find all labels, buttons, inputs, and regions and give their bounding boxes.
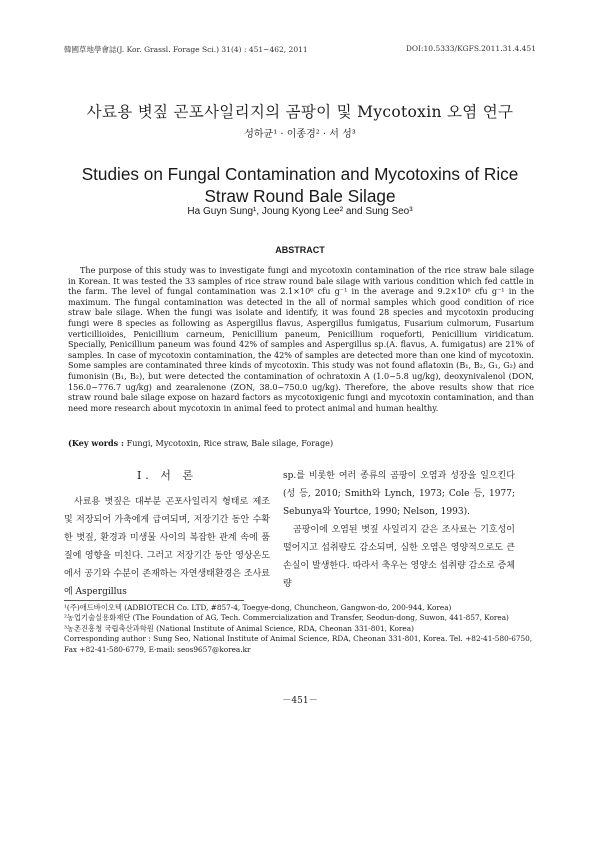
footnote-affiliation-2: ²농업기술실용화재단 (The Foundation of AG, Tech. Commercialization and Transfer, Seodun-dong, Suwon, 441-857, Korea) [64,613,509,623]
footnote-affiliation-1: ¹(주)애드바이오텍 (ADBIOTECH Co. LTD, #857-4, Toegye-dong, Chuncheon, Gangwon-do, 200-944, Korea) [64,603,452,612]
english-authors: Ha Guyn Sung¹, Joung Kyong Lee² and Sung Seo³ [187,206,413,217]
footnote-divider [64,600,244,601]
footnote-corresponding-author: Corresponding author : Sung Seo, National Institute of Animal Science, RDA, Cheonan 331-801, Korea. Tel. +82-41-580-6750, Fax +82-41-580-6779, E-mail: seos9657@korea.kr [64,634,533,654]
footnotes [64,603,534,655]
korean-title: 사료용 볏짚 곤포사일리지의 곰팡이 및 Mycotoxin 오염 연구 [86,103,514,121]
abstract-heading: ABSTRACT [275,245,325,255]
intro-paragraph-left: 사료용 볏짚은 대부분 곤포사일리지 형태로 제조 및 저장되어 가축에게 급여되며, 저장기간 동안 수확한 볏짚, 환경과 미생물 사이의 복잡한 관계 속에 품질에 영향을 미친다. 그러고 저장기간 동안 영상온도에서 공기와 수분이 존재하는 자연생태환경은 조사료에 Aspergillus [64,497,270,597]
footnote-affiliation-3: ³농촌진흥청 국립축산과학원 (National Institute of Animal Science, RDA, Cheonan 331-801, Korea) [64,623,414,633]
keywords-label: (Key words : [68,438,125,448]
keywords-list: Fungi, Mycotoxin, Rice straw, Bale silage, Forage) [126,438,334,448]
english-title: Studies on Fungal Contamination and Mycotoxins of Rice Straw Round Bale Silage [81,164,519,206]
abstract-body: The purpose of this study was to investigate fungi and mycotoxin contamination of the rice straw bale silage in Korean. It was tested the 33 samples of rice straw round bale silage with various condition which fed cattle in the farm. The level of fungal contamination was 2.1×10⁶ cfu g⁻¹ in the average and 9.2×10⁶ cfu g⁻¹ in the maximum. The fungal contamination was detected in the all of normal samples which good condition of rice straw bale silage. When the fungi was isolate and identify, it was found 28 species and mycotoxin producing fungi were 8 species as following as Aspergillus flavus, Aspergillus fumigatus, Fusarium culmorum, Fusarium verticillioides, Penicillium carneum, Penicillium paneum, Penicillium roqueforti, Penicillium viridicatum. Specially, Penicillium paneum was found 42% of samples and Aspergillus sp.(A. flavus, A. fumigatus) are 21% of samples. In case of mycotoxin contamination, the 42% of samples are detected more than one kind of mycotoxin. Some samples are contaminated three kinds of mycotoxin. This study was not found aflatoxin (B₁, B₂, G₁, G₂) and fumonisin (B₁, B₂), but were detected the contamination of ochratoxin A (1.0~5.8 ug/kg), deoxynivalenol (DON, 156.0~776.7 ug/kg) and zearalenone (ZON, 38.0~750.0 ug/kg). Therefore, the above results show that rice straw round bale silage expose on hazard factors as mycotoxigenic fungi and mycotoxin contamination, and than need more research about mycotoxin in animal feed to protect animal and human healthy. [68,265,534,413]
running-header [64,44,536,55]
keywords [68,438,534,448]
intro-paragraph-right-2: 곰팡이에 오염된 볏짚 사일리지 같은 조사료는 기호성이 떨어지고 섭취량도 감소되며, 심한 오염은 영양적으로도 큰 손실이 발생한다. 따라서 축우는 영양소 섭취량 감소로 증체량 [283,525,515,589]
left-column [64,467,270,601]
section-heading-introduction: Ⅰ. 서 론 [136,469,198,482]
intro-paragraph-right-1: sp.를 비롯한 여러 종류의 곰팡이 오염과 성장을 일으킨다(성 등, 2010; Smith와 Lynch, 1973; Cole 등, 1977; Sebunya와 Yourtce, 1990; Nelson, 1993). [283,471,515,517]
journal-citation: 韓國草地學會誌(J. Kor. Grassl. Forage Sci.) 31(4) : 451~462, 2011 [64,45,308,54]
right-column [283,467,515,593]
doi: DOI:10.5333/KGFS.2011.31.4.451 [405,44,536,53]
page-number: －451－ [282,696,318,706]
korean-authors: 성하균¹ · 이종경² · 서 성³ [244,129,356,140]
